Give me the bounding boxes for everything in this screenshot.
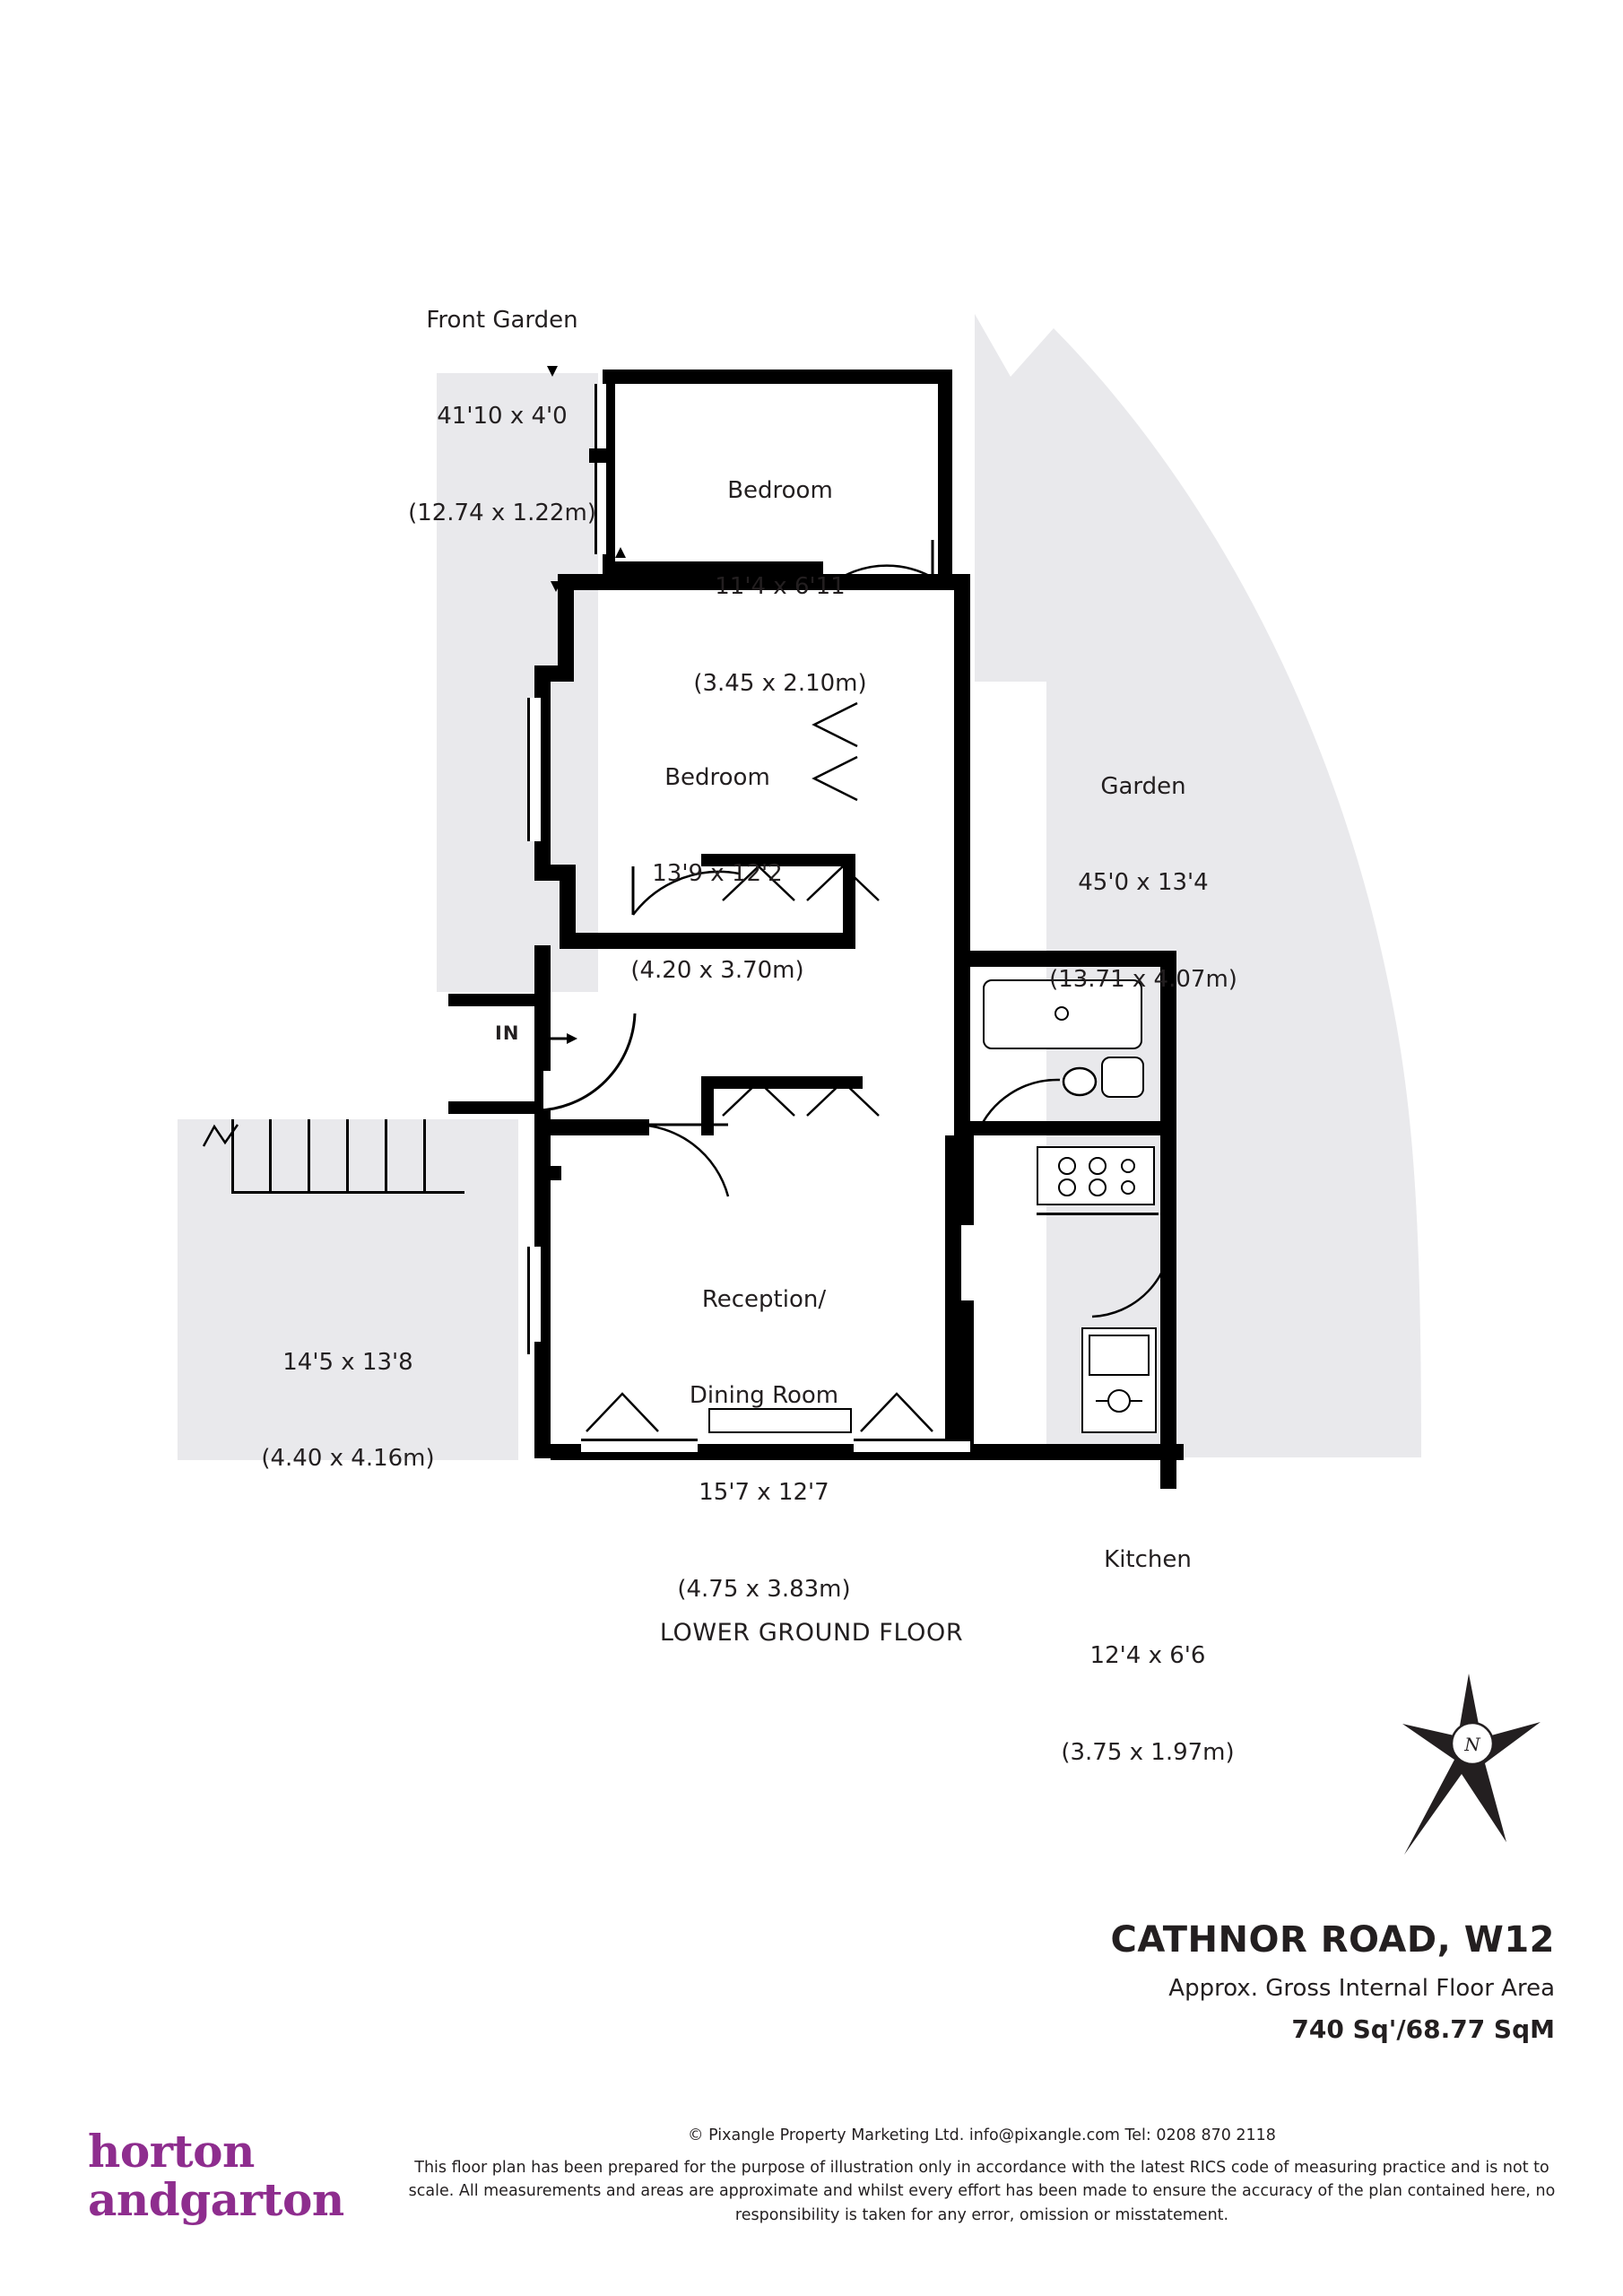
label-front-garden: Front Garden 41'10 x 4'0 (12.74 x 1.22m) xyxy=(408,306,596,526)
label-reception-dining: Reception/ Dining Room 15'7 x 12'7 (4.75 x 3.83m) xyxy=(677,1285,851,1603)
compass-icon xyxy=(1399,1670,1542,1858)
agency-logo xyxy=(88,2127,344,2224)
area-caption: Approx. Gross Internal Floor Area xyxy=(1168,1975,1555,2002)
area-value: 740 Sq'/68.77 SqM xyxy=(1291,2014,1555,2044)
label-bedroom-rear: Bedroom 11'4 x 6'11 (3.45 x 2.10m) xyxy=(693,476,867,697)
copyright-line: © Pixangle Property Marketing Ltd. info@pixangle.com Tel: 0208 870 2118 xyxy=(688,2126,1276,2144)
entry-label: IN xyxy=(495,1022,520,1044)
label-garden: Garden 45'0 x 13'4 (13.71 x 4.07m) xyxy=(1049,772,1237,993)
label-patio: 14'5 x 13'8 (4.40 x 4.16m) xyxy=(261,1348,435,1473)
label-bedroom-main: Bedroom 13'9 x 12'2 (4.20 x 3.70m) xyxy=(630,763,804,984)
agency-logo-line1: horton xyxy=(88,2125,255,2178)
svg-text:N: N xyxy=(1464,1734,1480,1755)
disclaimer-text: This floor plan has been prepared for the purpose of illustration only in accordance with the latest RICS code of measuring practice and is not to scale. All measurements and areas are approximate and whilst every effort has been made to ensure the accuracy of the plan contained here, no responsibility is taken for any error, omission or misstatement. xyxy=(408,2158,1556,2224)
label-kitchen: Kitchen 12'4 x 6'6 (3.75 x 1.97m) xyxy=(1061,1545,1235,1766)
legal-footer xyxy=(395,2124,1569,2227)
agency-logo-line2: andgarton xyxy=(88,2173,344,2226)
property-address: CATHNOR ROAD, W12 xyxy=(1110,1919,1555,1961)
floor-caption: LOWER GROUND FLOOR xyxy=(659,1619,964,1647)
title-block xyxy=(838,1919,1555,2044)
